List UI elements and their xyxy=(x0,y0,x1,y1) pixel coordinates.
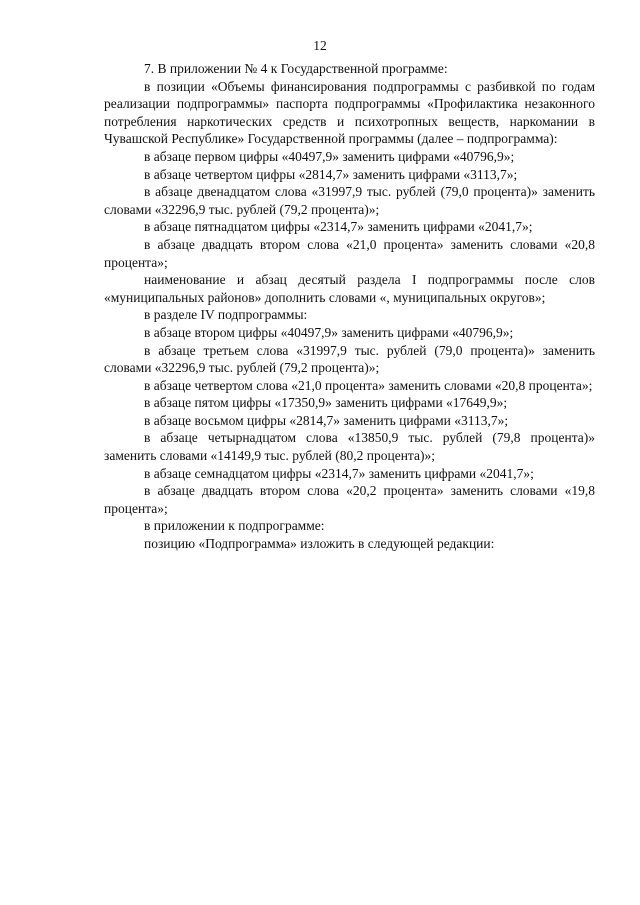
document-body xyxy=(104,60,595,553)
paragraph-section-4-abzac-17: в абзаце семнадцатом цифры «2314,7» заменить цифрами «2041,7»; xyxy=(144,465,534,481)
paragraph-section-4-abzac-4: в абзаце четвертом слова «21,0 процента» заменить словами «20,8 процента»; xyxy=(144,377,593,393)
paragraph-abzac-22: в абзаце двадцать втором слова «21,0 процента» заменить словами «20,8 процента»; xyxy=(104,236,595,270)
paragraph-section-4-abzac-5: в абзаце пятом цифры «17350,9» заменить цифрами «17649,9»; xyxy=(144,395,508,411)
paragraph-appendix-heading: в приложении к подпрограмме: xyxy=(144,518,325,534)
paragraph-section-4-abzac-2: в абзаце втором цифры «40497,9» заменить цифрами «40796,9»; xyxy=(144,324,514,340)
paragraph-section-4-abzac-22: в абзаце двадцать втором слова «20,2 процента» заменить словами «19,8 процента»; xyxy=(104,483,595,516)
paragraph-section-4-heading: в разделе IV подпрограммы: xyxy=(144,307,308,323)
paragraph-abzac-15: в абзаце пятнадцатом цифры «2314,7» заменить цифрами «2041,7»; xyxy=(144,219,533,235)
paragraph-appendix-position: позицию «Подпрограмма» изложить в следующей редакции: xyxy=(144,536,495,552)
paragraph-section-4-abzac-8: в абзаце восьмом цифры «2814,7» заменить цифрами «3113,7»; xyxy=(144,412,509,428)
paragraph-abzac-12: в абзаце двенадцатом слова «31997,9 тыс. рублей (79,0 процента)» заменить словами «32296,9 тыс. рублей (79,2 процента)»; xyxy=(104,184,595,217)
paragraph-abzac-4: в абзаце четвертом цифры «2814,7» заменить цифрами «3113,7»; xyxy=(144,166,518,182)
paragraph-funding-position: в позиции «Объемы финансирования подпрограммы с разбивкой по годам реализации подпрограммы» паспорта подпрограммы «Профилактика незаконного потребления наркотических средств и психотропных веществ, наркомании в Чувашской Республике» Государственной программы (далее – подпрограмма): xyxy=(104,78,595,147)
paragraph-section-4-abzac-14: в абзаце четырнадцатом слова «13850,9 тыс. рублей (79,8 процента)» заменить словами «14149,9 тыс. рублей (80,2 процента)»; xyxy=(104,430,595,464)
paragraph-section-1: наименование и абзац десятый раздела I подпрограммы после слов «муниципальных районов» дополнить словами «, муниципальных округов»; xyxy=(104,272,595,305)
paragraph-item-7-heading: 7. В приложении № 4 к Государственной программе: xyxy=(144,61,448,76)
paragraph-section-4-abzac-3: в абзаце третьем слова «31997,9 тыс. рублей (79,0 процента)» заменить словами «32296,9 тыс. рублей (79,2 процента)»; xyxy=(104,342,595,376)
page-number: 12 xyxy=(313,38,327,53)
paragraph-abzac-1: в абзаце первом цифры «40497,9» заменить цифрами «40796,9»; xyxy=(144,148,515,164)
